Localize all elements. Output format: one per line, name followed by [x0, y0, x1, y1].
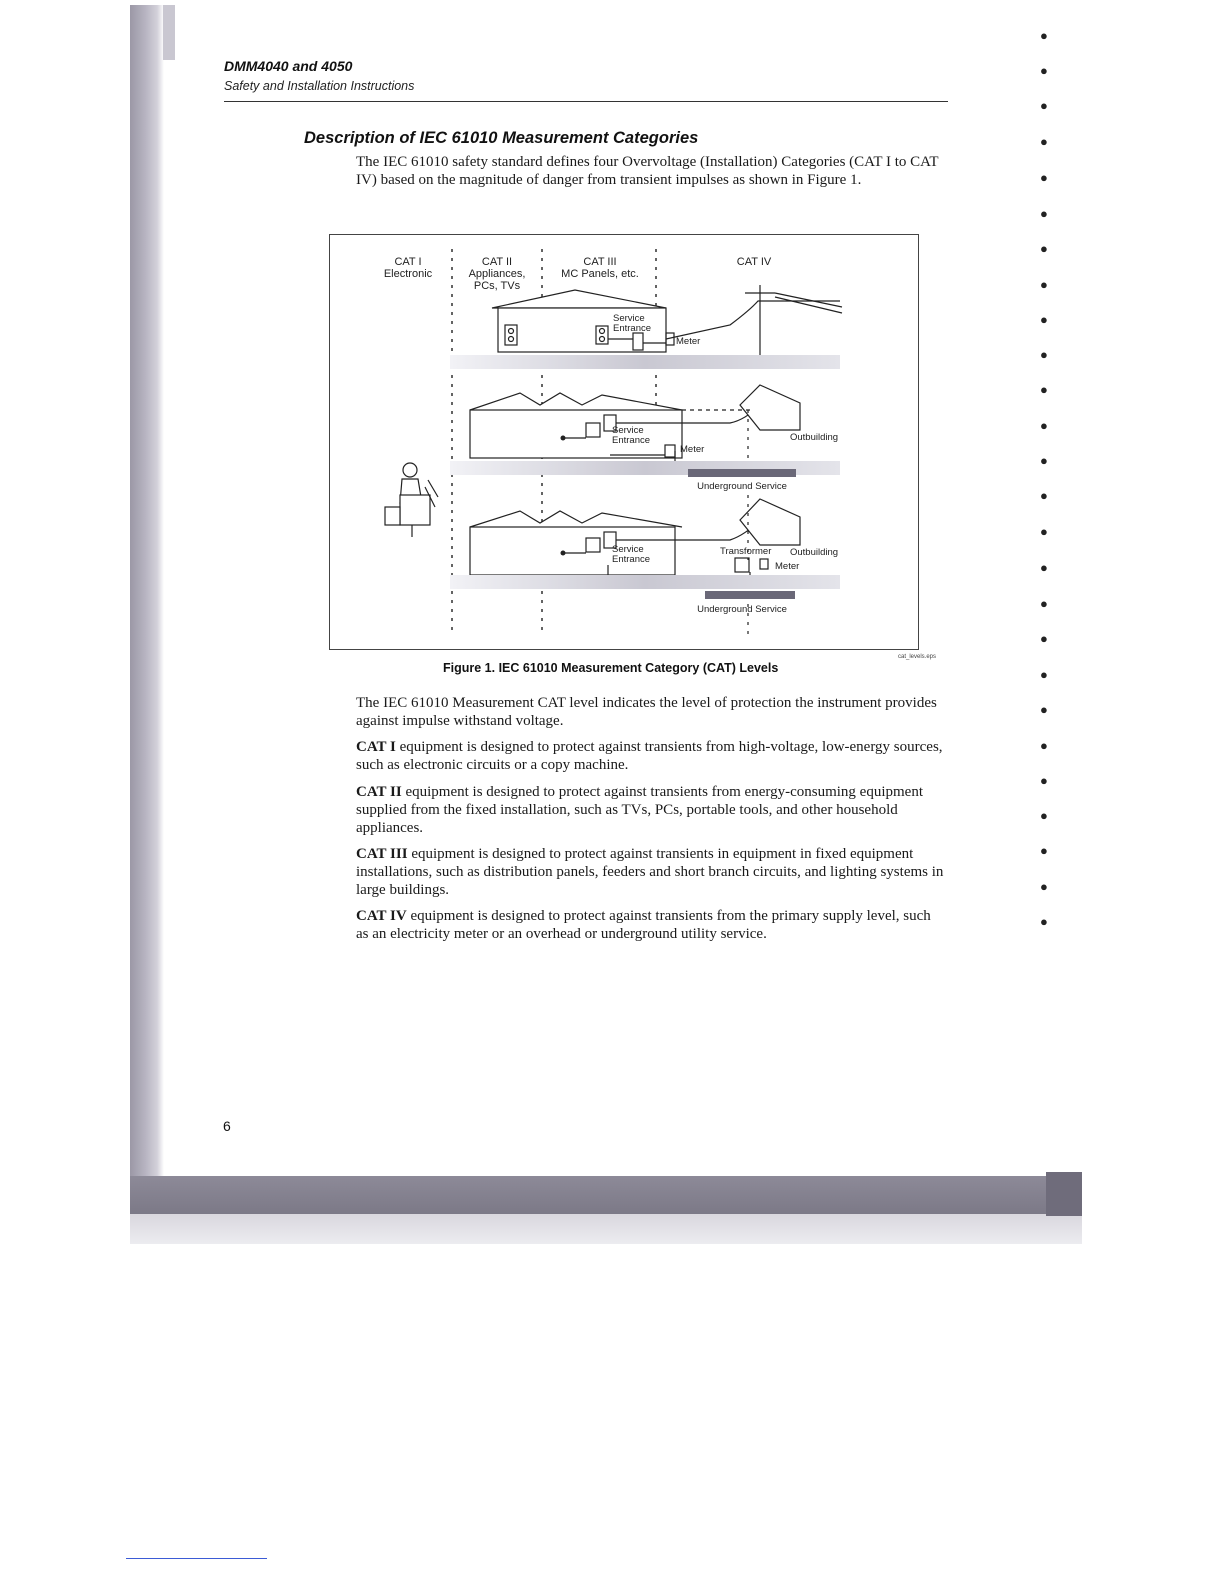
binding-ring-icon: ● [1040, 453, 1048, 468]
header-rule [224, 101, 948, 102]
binding-ring-icon: ● [1040, 560, 1048, 575]
binding-ring-icon: ● [1040, 702, 1048, 717]
binding-ring-icon: ● [1040, 808, 1048, 823]
binding-ring-icon: ● [1040, 382, 1048, 397]
house1-service: Service [613, 313, 645, 324]
figure-file-name: cat_levels.eps [898, 654, 937, 660]
binding-ring-icon: ● [1040, 914, 1048, 929]
cat3-text: equipment is designed to protect against transients in equipment in fixed equipment installations, such as distribution panels, feeders and short branch circuits, and lighting systems in large buildings. [356, 846, 944, 898]
binding-ring-icon: ● [1040, 773, 1048, 788]
cat4-label: CAT IV [356, 908, 407, 924]
binding-ring-icon: ● [1040, 596, 1048, 611]
binding-ring-icon: ● [1040, 418, 1048, 433]
paragraph-cat-level: The IEC 61010 Measurement CAT level indicates the level of protection the instrument provides against impulse withstand voltage. [356, 695, 937, 729]
binding-ring-icon: ● [1040, 667, 1048, 682]
binding-ring-icon: ● [1040, 524, 1048, 539]
cat2-title: CAT II [481, 256, 513, 268]
binding-ring-icon: ● [1040, 206, 1048, 221]
paragraph-cat1 [356, 738, 946, 774]
cat-diagram [330, 235, 918, 649]
house-1 [492, 285, 842, 355]
binding-ring-icon: ● [1040, 631, 1048, 646]
paragraph-cat4 [356, 907, 946, 943]
binding-ring-icon: ● [1040, 63, 1048, 78]
paragraph-cat3 [356, 845, 946, 899]
cat1-label: CAT I [356, 739, 396, 755]
binding-ring-icon: ● [1040, 241, 1048, 256]
binding-ring-icon: ● [1040, 843, 1048, 858]
ground-3 [450, 575, 840, 589]
house3-meter: Meter [775, 561, 800, 572]
house2-outbuilding: Outbuilding [790, 432, 839, 443]
underground-service-2: Underground Service [697, 604, 787, 615]
binding-ring-icon: ● [1040, 28, 1048, 43]
scanner-edge-right [1046, 1172, 1082, 1216]
house3-service: Service [612, 544, 644, 555]
ground-1 [450, 355, 840, 369]
scanner-edge-bottom-light [130, 1214, 1082, 1244]
binding-ring-icon: ● [1040, 98, 1048, 113]
header-subtitle: Safety and Installation Instructions [224, 79, 415, 93]
figure-cat-levels [329, 234, 919, 650]
cat4-title: CAT IV [736, 256, 772, 268]
scanner-edge-bottom [130, 1176, 1046, 1216]
cat2-subtitle2: PCs, TVs [473, 280, 521, 292]
binding-ring-icon: ● [1040, 312, 1048, 327]
house2-entrance: Entrance [612, 435, 651, 446]
paragraph-cat2 [356, 783, 946, 837]
house3-transformer: Transformer [720, 546, 772, 557]
house3-outbuilding: Outbuilding [790, 547, 839, 558]
house1-meter: Meter [676, 336, 701, 347]
underground-cable-2 [705, 591, 795, 599]
cat2-label: CAT II [356, 784, 402, 800]
cat3-subtitle: MC Panels, etc. [561, 268, 639, 280]
cat3-title: CAT III [583, 256, 617, 268]
cat1-text: equipment is designed to protect against transients from high-voltage, low-energy sources, such as electronic circuits or a copy machine. [356, 739, 943, 773]
underground-service-1: Underground Service [697, 481, 787, 492]
copier-operator [385, 463, 438, 537]
cat3-label: CAT III [356, 846, 408, 862]
binding-ring-icon: ● [1040, 488, 1048, 503]
binding-ring-icon: ● [1040, 347, 1048, 362]
binding-shadow-left [130, 5, 164, 1181]
section-title: Description of IEC 61010 Measurement Categories [304, 129, 699, 147]
binding-ring-icon: ● [1040, 277, 1048, 292]
house2-meter: Meter [680, 444, 705, 455]
binding-ring-icon: ● [1040, 738, 1048, 753]
cat1-title: CAT I [394, 256, 422, 268]
binding-ring-icon: ● [1040, 134, 1048, 149]
underground-cable-1 [688, 469, 796, 477]
house2-service: Service [612, 425, 644, 436]
header-title: DMM4040 and 4050 [224, 58, 353, 74]
cat1-subtitle: Electronic [383, 268, 433, 280]
cat4-text: equipment is designed to protect against transients from the primary supply level, such as an electricity meter or an overhead or underground utility service. [356, 908, 931, 942]
house3-entrance: Entrance [612, 554, 651, 565]
intro-paragraph: The IEC 61010 safety standard defines four Overvoltage (Installation) Categories (CAT I to CAT IV) based on the magnitude of danger from transient impulses as shown in Figure 1. [356, 154, 939, 188]
bottom-link-underline [126, 1558, 267, 1559]
figure-caption: Figure 1. IEC 61010 Measurement Category (CAT) Levels [443, 661, 779, 675]
cat2-subtitle: Appliances, [468, 268, 526, 280]
binding-shadow-top [163, 5, 175, 60]
page-number: 6 [223, 1118, 231, 1134]
cat2-text: equipment is designed to protect against transients from energy-consuming equipment supplied from the fixed installation, such as TVs, PCs, portable tools, and other household appliances. [356, 784, 923, 836]
binding-ring-icon: ● [1040, 879, 1048, 894]
binding-ring-icon: ● [1040, 170, 1048, 185]
house1-entrance: Entrance [613, 323, 652, 334]
